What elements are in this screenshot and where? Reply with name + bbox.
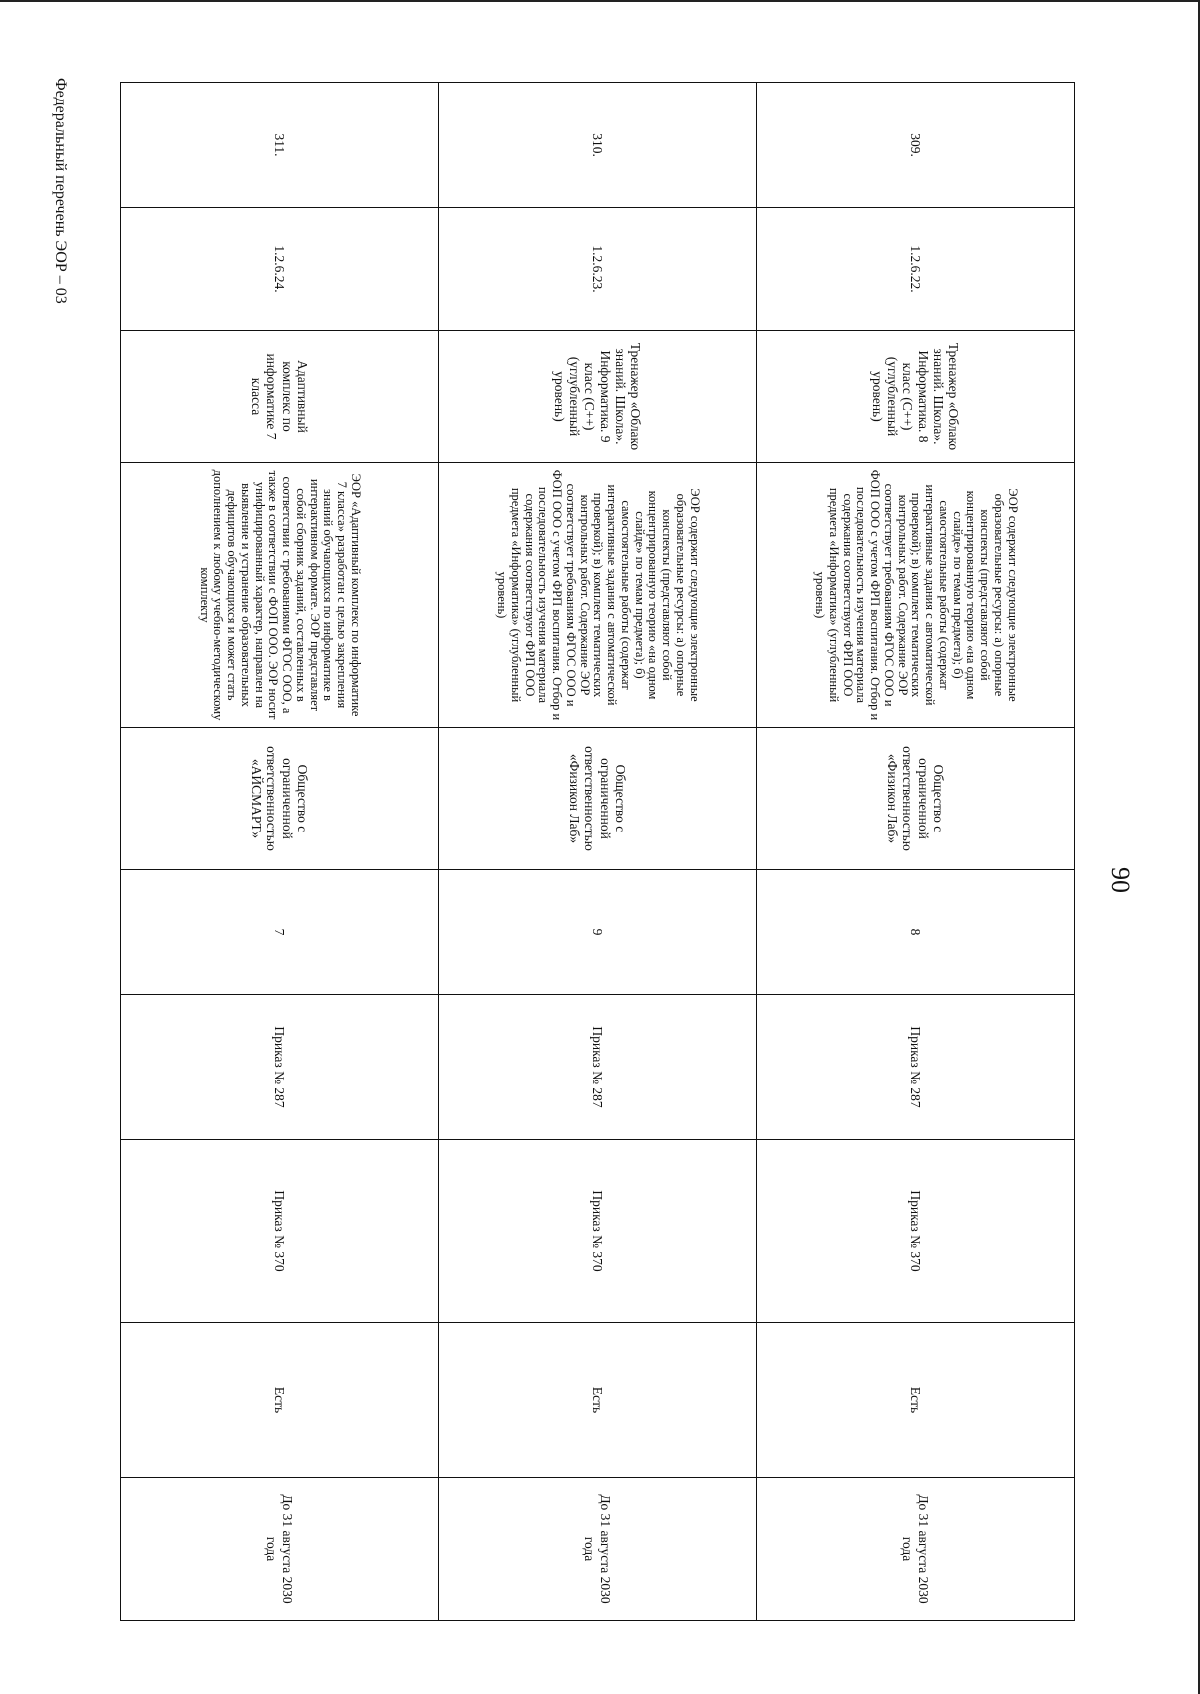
- cell-availability: Есть: [439, 1323, 757, 1478]
- cell-grade: 8: [757, 870, 1075, 995]
- document-footer: Федеральный перечень ЭОР – 03: [52, 78, 69, 304]
- cell-availability: Есть: [757, 1323, 1075, 1478]
- table-row: [757, 83, 1075, 1621]
- eor-registry-table: [120, 82, 1075, 1621]
- cell-order-1: Приказ № 287: [439, 995, 757, 1140]
- cell-name: Адаптивный комплекс по информатике 7 класса: [121, 331, 439, 463]
- cell-order-2: Приказ № 370: [439, 1140, 757, 1323]
- cell-valid-until: До 31 августа 2030 года: [439, 1478, 757, 1621]
- cell-order-1: Приказ № 287: [757, 995, 1075, 1140]
- cell-organization: Общество с ограниченной ответственностью «АЙСМАРТ»: [121, 728, 439, 870]
- cell-order-2: Приказ № 370: [757, 1140, 1075, 1323]
- cell-code: 1.2.6.22.: [757, 208, 1075, 331]
- table-row: [439, 83, 757, 1621]
- rotated-table-wrapper: [120, 82, 1075, 1620]
- cell-order-2: Приказ № 370: [121, 1140, 439, 1323]
- cell-description: ЭОР содержит следующие электронные образовательные ресурсы: а) опорные конспекты (представляют собой концентрированную теорию «на одном слайде» по темам предмета); б) самостоятельные работы (содержат интерактивные задания с автоматической проверкой); в) комплект тематических контрольных работ. Содержание ЭОР соответствует требованиям ФГОС ООО и ФОП ООО с учетом ФРП воспитания. Отбор и последовательность изучения материала содержания соответствуют ФРП ООО предмета «Информатика» (углубленный уровень): [757, 463, 1075, 728]
- cell-number: 311.: [121, 83, 439, 208]
- cell-valid-until: До 31 августа 2030 года: [757, 1478, 1075, 1621]
- table-row: [121, 83, 439, 1621]
- page-number: 90: [1106, 867, 1135, 893]
- cell-grade: 7: [121, 870, 439, 995]
- cell-organization: Общество с ограниченной ответственностью «Физикон Лаб»: [439, 728, 757, 870]
- cell-order-1: Приказ № 287: [121, 995, 439, 1140]
- cell-description: ЭОР «Адаптивный комплекс по информатике 7 класса» разработан с целью закрепления знаний обучающихся по информатике в интерактивном формате. ЭОР представляет собой сборник заданий, составленных в соответствии с требованиями ФГОС ООО, а также в соответствии с ФОП ООО. ЭОР носит унифицированный характер, направлен на выявление и устранение образовательных дефицитов обучающихся и может стать дополнением к любому учебно-методическому комплекту: [121, 463, 439, 728]
- cell-availability: Есть: [121, 1323, 439, 1478]
- cell-code: 1.2.6.24.: [121, 208, 439, 331]
- cell-number: 309.: [757, 83, 1075, 208]
- cell-grade: 9: [439, 870, 757, 995]
- cell-name: Тренажер «Облако знаний. Школа». Информатика. 8 класс (С++) (углубленный уровень): [757, 331, 1075, 463]
- cell-code: 1.2.6.23.: [439, 208, 757, 331]
- cell-valid-until: До 31 августа 2030 года: [121, 1478, 439, 1621]
- cell-name: Тренажер «Облако знаний. Школа». Информатика. 9 класс (С++) (углубленный уровень): [439, 331, 757, 463]
- cell-description: ЭОР содержит следующие электронные образовательные ресурсы: а) опорные конспекты (представляют собой концентрированную теорию «на одном слайде» по темам предмета); б) самостоятельные работы (содержат интерактивные задания с автоматической проверкой); в) комплект тематических контрольных работ. Содержание ЭОР соответствует требованиям ФГОС ООО и ФОП ООО с учетом ФРП воспитания. Отбор и последовательность изучения материала содержания соответствуют ФРП ООО предмета «Информатика» (углубленный уровень): [439, 463, 757, 728]
- cell-organization: Общество с ограниченной ответственностью «Физикон Лаб»: [757, 728, 1075, 870]
- cell-number: 310.: [439, 83, 757, 208]
